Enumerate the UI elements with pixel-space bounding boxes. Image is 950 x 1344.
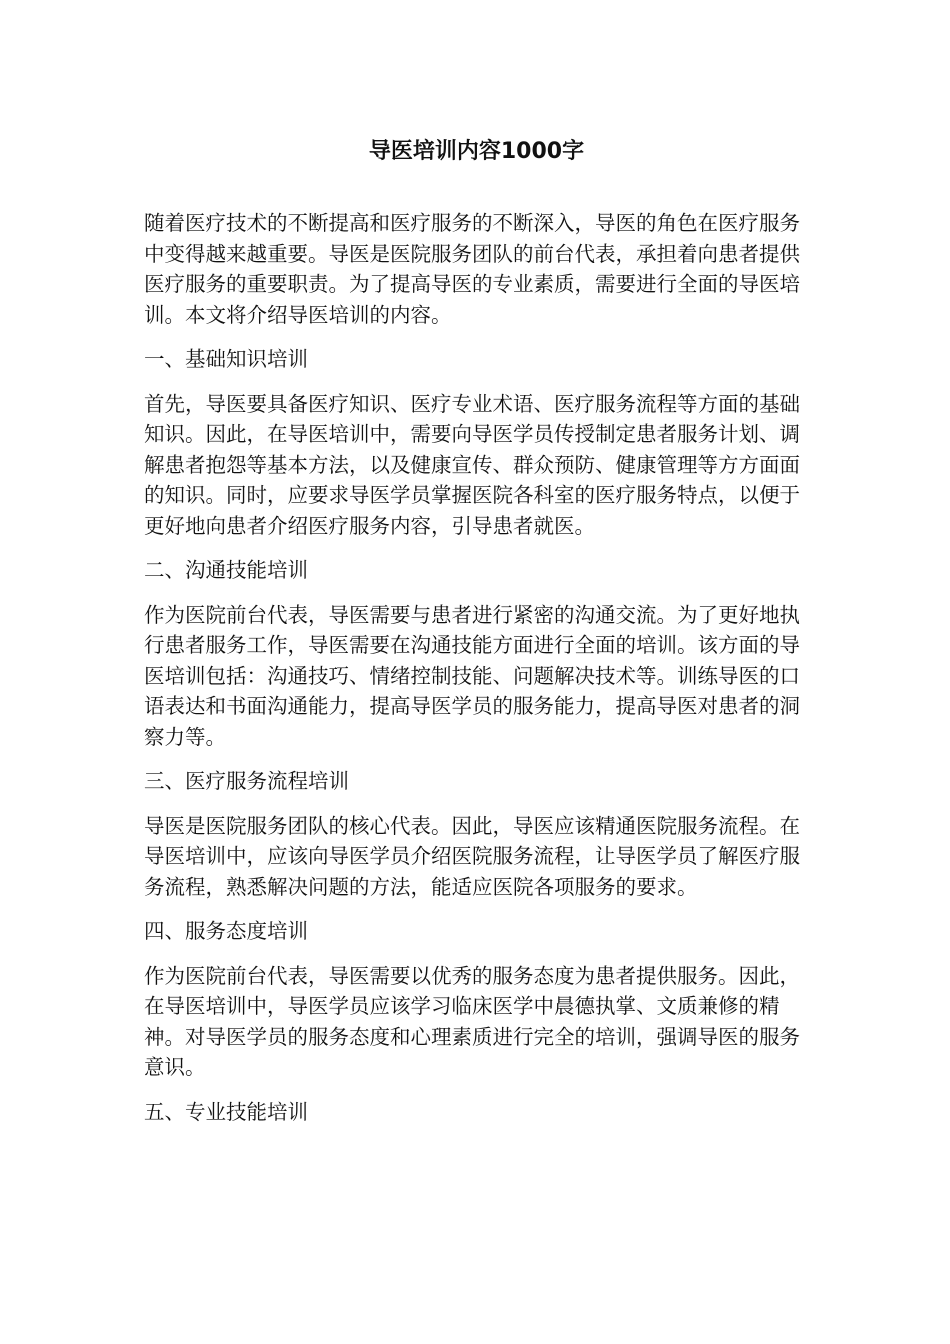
basic-knowledge-paragraph: 首先，导医要具备医疗知识、医疗专业术语、医疗服务流程等方面的基础知识。因此，在导医培训中，需要向导医学员传授制定患者服务计划、调解患者抱怨等基本方法，以及健康宣传、群众预防、健康管理等方方面面的知识。同时，应要求导医学员掌握医院各科室的医疗服务特点，以便于更好地向患者介绍医疗服务内容，引导患者就医。 [144,391,800,538]
service-attitude-paragraph: 作为医院前台代表，导医需要以优秀的服务态度为患者提供服务。因此，在导医培训中，导医学员应该学习临床医学中晨德执掌、文质兼修的精神。对导医学员的服务态度和心理素质进行完全的培训，强调导医的服务意识。 [144,963,800,1079]
section-heading-service-attitude: 四、服务态度培训 [144,919,308,943]
document-page [144,130,809,1141]
service-process-paragraph: 导医是医院服务团队的核心代表。因此，导医应该精通医院服务流程。在导医培训中，应该向导医学员介绍医院服务流程，让导医学员了解医疗服务流程，熟悉解决问题的方法，能适应医院各项服务的要求。 [144,813,800,899]
document-title: 导医培训内容1000字 [368,139,585,164]
intro-paragraph: 随着医疗技术的不断提高和医疗服务的不断深入，导医的角色在医疗服务中变得越来越重要。导医是医院服务团队的前台代表，承担着向患者提供医疗服务的重要职责。为了提高导医的专业素质，需要进行全面的导医培训。本文将介绍导医培训的内容。 [144,211,800,327]
section-heading-service-process: 三、医疗服务流程培训 [144,769,349,793]
section-heading-communication: 二、沟通技能培训 [144,558,308,582]
communication-paragraph: 作为医院前台代表，导医需要与患者进行紧密的沟通交流。为了更好地执行患者服务工作，导医需要在沟通技能方面进行全面的培训。该方面的导医培训包括：沟通技巧、情绪控制技能、问题解决技术等。训练导医的口语表达和书面沟通能力，提高导医学员的服务能力，提高导医对患者的洞察力等。 [144,602,800,749]
section-heading-professional-skills: 五、专业技能培训 [144,1099,308,1124]
section-heading-basic-knowledge: 一、基础知识培训 [144,347,308,371]
